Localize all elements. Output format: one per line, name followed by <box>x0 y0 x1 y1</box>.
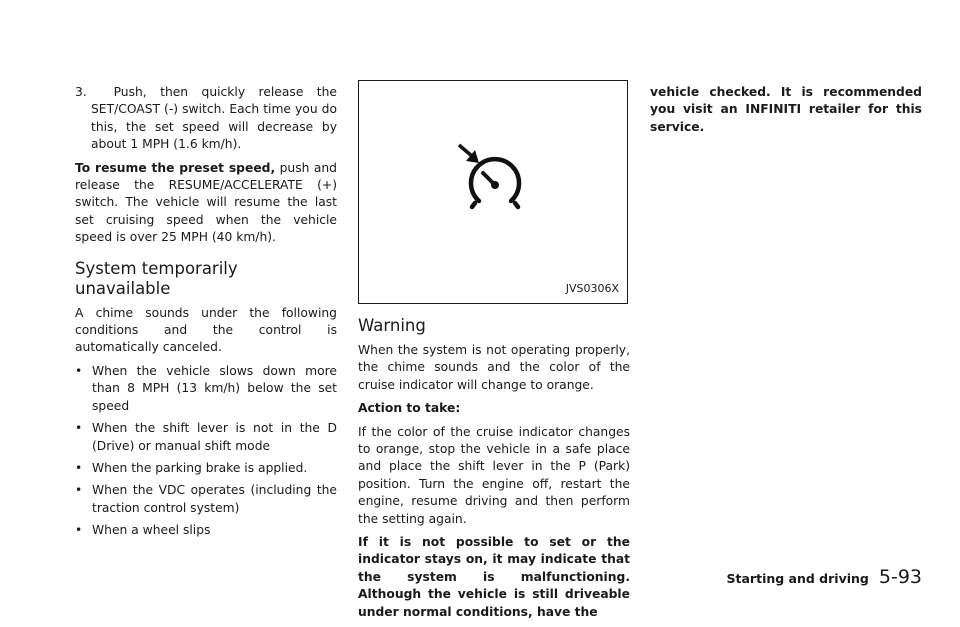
section-title: Starting and driving <box>726 571 869 586</box>
condition-list <box>75 363 337 540</box>
figure-caption: JVS0306X <box>565 281 619 295</box>
malfunction-paragraph-cont: vehicle checked. It is recommended you visit an INFINITI retailer for this service. <box>650 85 922 134</box>
left-column <box>75 84 337 545</box>
list-item: • When a wheel slips <box>75 522 337 539</box>
resume-paragraph <box>75 160 337 247</box>
action-paragraph: If the color of the cruise indicator changes to orange, stop the vehicle in a safe place and place the shift lever in the P (Park) position. Turn the engine off, restart the engine, resume driving and then perform the setting again. <box>358 424 630 526</box>
malfunction-paragraph: If it is not possible to set or the indicator stays on, it may indicate that the system is malfunctioning. Although the vehicle is still driveable under normal conditions, have the <box>358 535 630 619</box>
middle-column <box>358 80 630 627</box>
section-heading-warning: Warning <box>358 316 426 335</box>
list-item: • When the VDC operates (including the traction control system) <box>75 482 337 517</box>
step-3 <box>75 84 337 154</box>
list-item: • When the parking brake is applied. <box>75 460 337 477</box>
page-number: 5-93 <box>878 566 922 588</box>
list-item: • When the shift lever is not in the D (Drive) or manual shift mode <box>75 420 337 455</box>
page-footer <box>727 566 922 588</box>
step-number: 3. <box>75 85 87 99</box>
list-item: • When the vehicle slows down more than 8 MPH (13 km/h) below the set speed <box>75 363 337 415</box>
action-label: Action to take: <box>358 401 461 416</box>
warning-paragraph: When the system is not operating properly, the chime sounds and the color of the cruise indicator will change to orange. <box>358 343 630 392</box>
unavailable-intro: A chime sounds under the following conditions and the control is automatically canceled. <box>75 305 337 355</box>
right-column <box>650 84 922 142</box>
figure-box <box>358 80 628 304</box>
section-heading-unavailable: System temporarily unavailable <box>75 258 238 298</box>
cruise-indicator-icon <box>455 141 535 221</box>
resume-text: push and release the RESUME/ACCELERATE (+) switch. The vehicle will resume the last set cruising speed when the vehicle speed is over 25 MPH (40 km/h). <box>75 160 337 245</box>
resume-lead: To resume the preset speed, <box>75 160 276 175</box>
step-text: Push, then quickly release the SET/COAST (-) switch. Each time you do this, the set speed will decrease by about 1 MPH (1.6 km/h). <box>91 85 337 152</box>
